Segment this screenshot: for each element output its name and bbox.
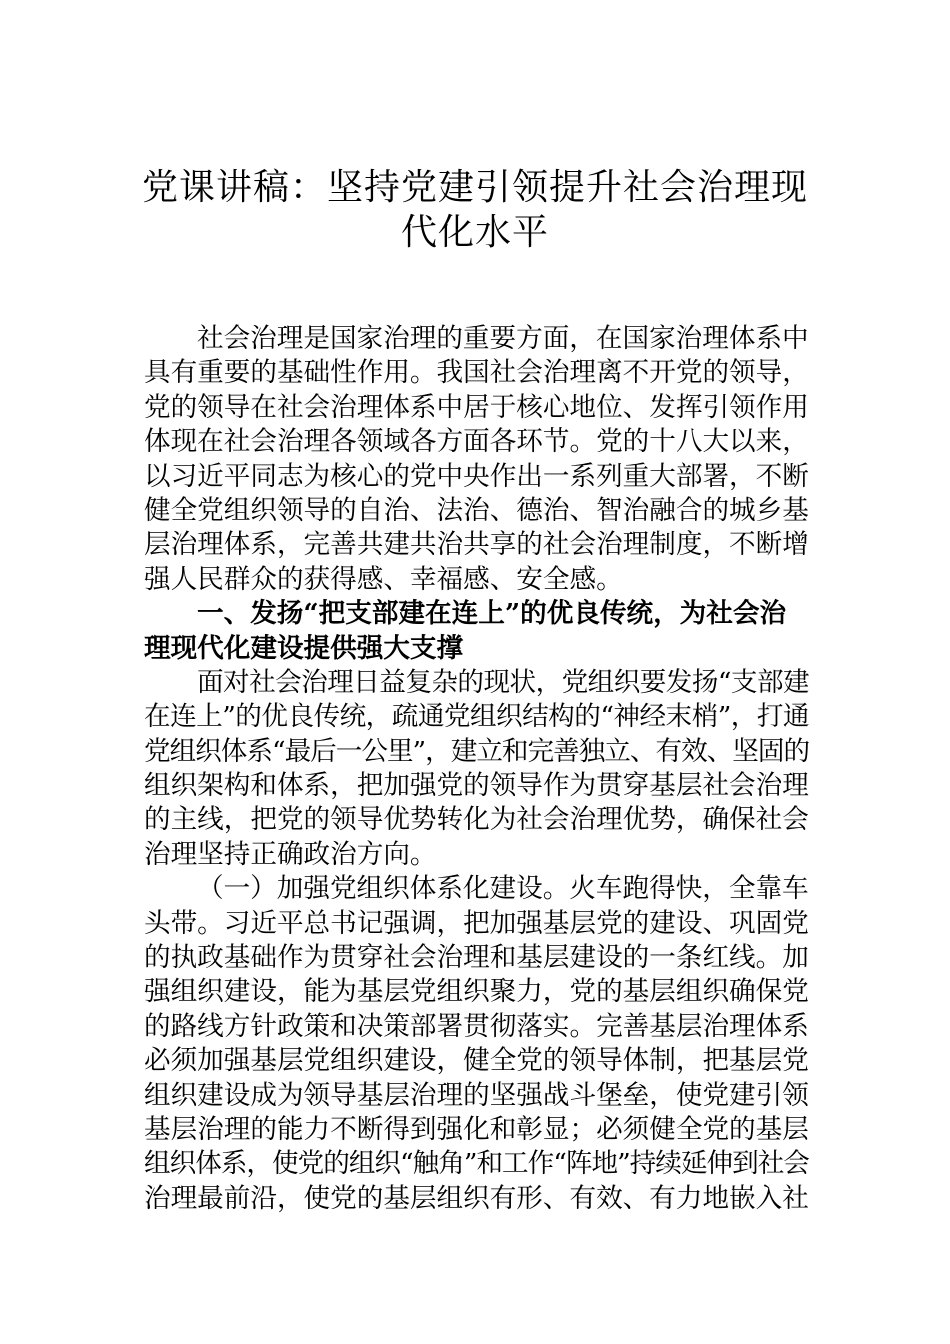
paragraph-line: 组织体系，使党的组织“触角”和工作“阵地”持续延伸到社会 <box>144 1148 809 1180</box>
paragraph-line: 的路线方针政策和决策部署贯彻落实。完善基层治理体系 <box>144 1010 809 1042</box>
section-heading-line: 一、发扬“把支部建在连上”的优良传统，为社会治 <box>197 598 787 630</box>
section-heading-line: 理现代化建设提供强大支撑 <box>144 632 464 664</box>
paragraph-line: 组织架构和体系，把加强党的领导作为贯穿基层社会治理 <box>144 770 809 802</box>
paragraph-line: （一）加强党组织体系化建设。火车跑得快，全靠车 <box>197 873 809 905</box>
paragraph-line: 组织建设成为领导基层治理的坚强战斗堡垒，使党建引领 <box>144 1079 809 1111</box>
paragraph-line: 健全党组织领导的自治、法治、德治、智治融合的城乡基 <box>144 494 809 526</box>
paragraph-line: 强人民群众的获得感、幸福感、安全感。 <box>144 563 623 595</box>
document-title-line-2: 代化水平 <box>400 212 549 253</box>
paragraph-line: 在连上”的优良传统，疏通党组织结构的“神经末梢”，打通 <box>144 701 809 733</box>
document-body <box>144 322 809 1216</box>
paragraph-line: 强组织建设，能为基层党组织聚力，党的基层组织确保党 <box>144 976 809 1008</box>
paragraph-line: 体现在社会治理各领域各方面各环节。党的十八大以来， <box>144 426 809 458</box>
document-title-line-1: 党课讲稿：坚持党建引领提升社会治理现 <box>141 167 808 208</box>
paragraph-line: 具有重要的基础性作用。我国社会治理离不开党的领导， <box>144 357 809 389</box>
paragraph-line: 治理最前沿，使党的基层组织有形、有效、有力地嵌入社 <box>144 1182 809 1214</box>
paragraph-line: 层治理体系，完善共建共治共享的社会治理制度，不断增 <box>144 529 809 561</box>
paragraph-line: 以习近平同志为核心的党中央作出一系列重大部署，不断 <box>144 460 809 492</box>
paragraph-line: 治理坚持正确政治方向。 <box>144 838 437 870</box>
paragraph-line: 基层治理的能力不断得到强化和彰显；必须健全党的基层 <box>144 1113 809 1145</box>
paragraph-line: 党的领导在社会治理体系中居于核心地位、发挥引领作用 <box>144 391 809 423</box>
paragraph-line: 头带。习近平总书记强调，把加强基层党的建设、巩固党 <box>144 907 809 939</box>
paragraph-line: 的执政基础作为贯穿社会治理和基层建设的一条红线。加 <box>144 942 809 974</box>
paragraph-line: 的主线，把党的领导优势转化为社会治理优势，确保社会 <box>144 804 809 836</box>
paragraph-line: 社会治理是国家治理的重要方面，在国家治理体系中 <box>197 323 809 354</box>
paragraph-line: 党组织体系“最后一公里”，建立和完善独立、有效、坚固的 <box>144 735 810 767</box>
paragraph-line: 必须加强基层党组织建设，健全党的领导体制，把基层党 <box>144 1045 809 1077</box>
paragraph-line: 面对社会治理日益复杂的现状，党组织要发扬“支部建 <box>197 666 810 698</box>
